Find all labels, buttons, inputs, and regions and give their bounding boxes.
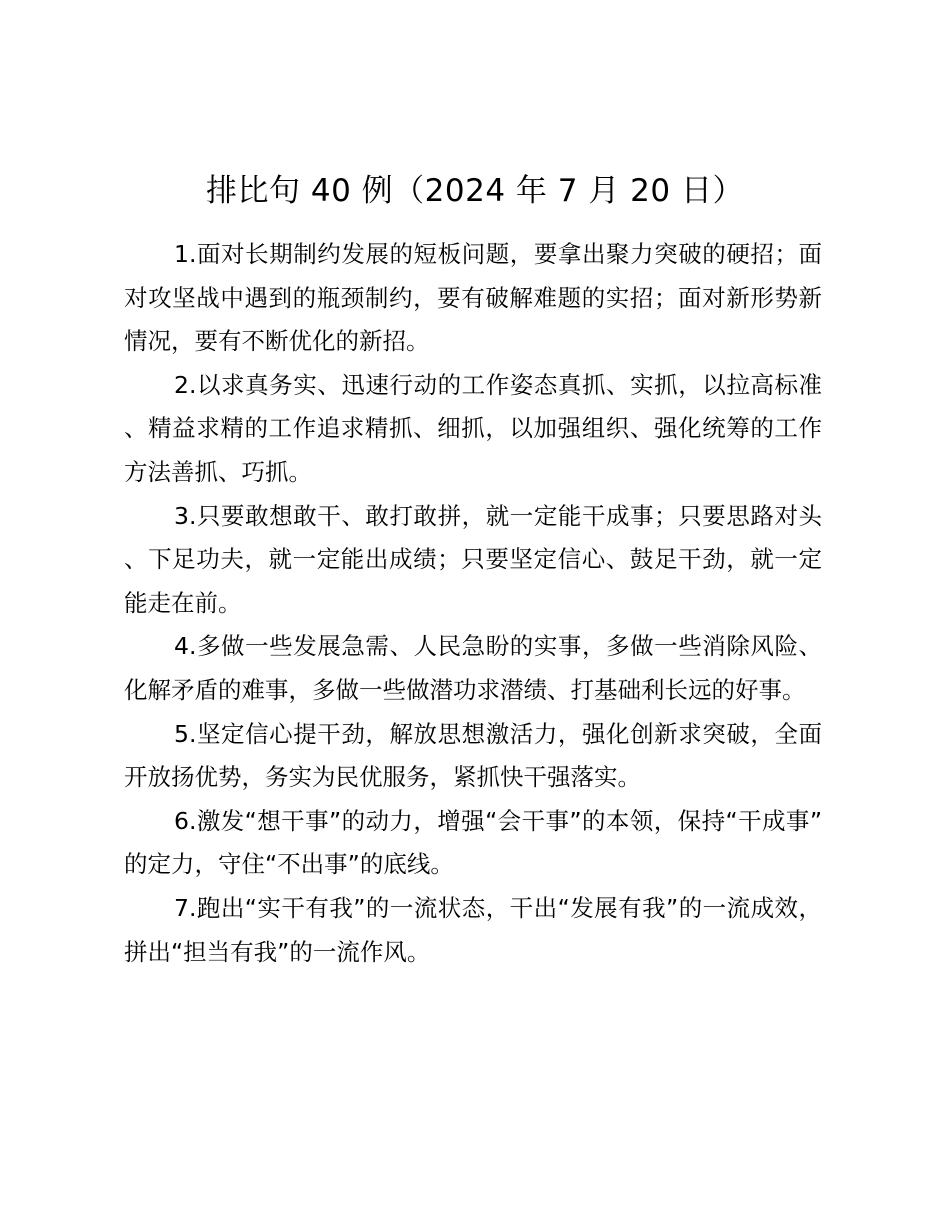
paragraph-2: 2.以求真务实、迅速行动的工作姿态真抓、实抓，以拉高标准、精益求精的工作追求精抓、细抓，以加强组织、强化统筹的工作方法善抓、巧抓。: [124, 370, 822, 486]
paragraph-6: 6.激发“想干事”的动力，增强“会干事”的本领，保持“干成事”的定力，守住“不出事”的底线。: [124, 806, 822, 879]
paragraph-4: 4.多做一些发展急需、人民急盼的实事，多做一些消除风险、化解矛盾的难事，多做一些做潜功求潜绩、打基础利长远的好事。: [124, 632, 822, 704]
paragraph-5: 5.坚定信心提干劲，解放思想激活力，强化创新求突破，全面开放扬优势，务实为民优服务，紧抓快干强落实。: [124, 719, 822, 792]
paragraph-7: 7.跑出“实干有我”的一流状态，干出“发展有我”的一流成效，拼出“担当有我”的一流作风。: [124, 893, 822, 966]
document-title: 排比句 40 例（2024 年 7 月 20 日）: [206, 173, 744, 209]
document-body: [124, 233, 822, 974]
paragraph-3: 3.只要敢想敢干、敢打敢拼，就一定能干成事；只要思路对头、下足功夫，就一定能出成绩；只要坚定信心、鼓足干劲，就一定能走在前。: [124, 501, 822, 617]
paragraph-1: 1.面对长期制约发展的短板问题，要拿出聚力突破的硬招；面对攻坚战中遇到的瓶颈制约，要有破解难题的实招；面对新形势新情况，要有不断优化的新招。: [124, 240, 822, 356]
